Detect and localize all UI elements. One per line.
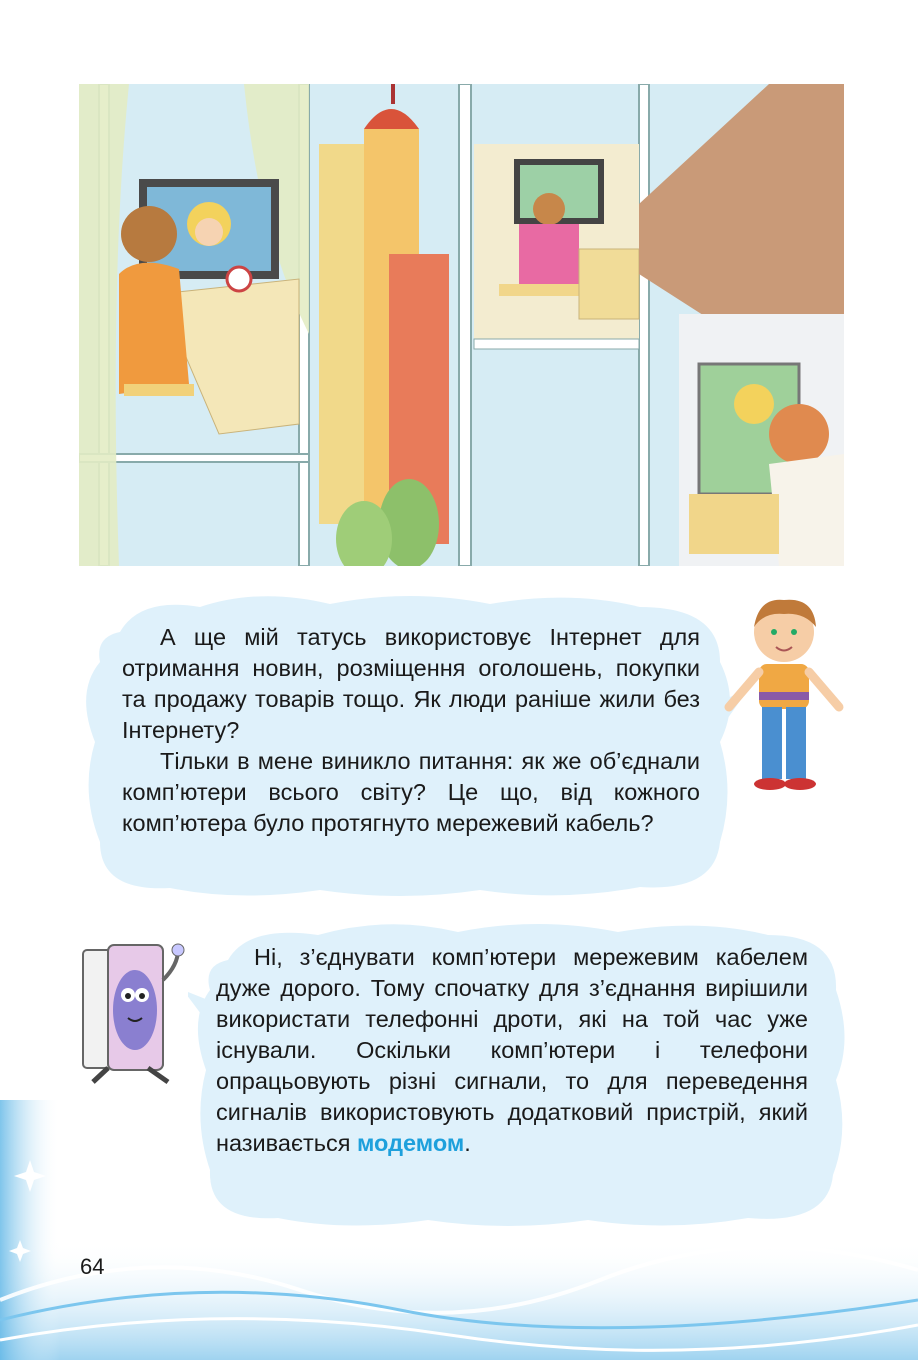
speech1-text	[122, 622, 700, 839]
speech1-paragraph-1: А ще мій татусь використовує Інтернет для отримання новин, розміщення оголошень, покупки та продажу товарів тощо. Як люди раніше жили без Інтернету?	[122, 624, 700, 743]
computer-character-icon	[78, 940, 188, 1085]
illustration-video-call	[79, 84, 844, 566]
page-number: 64	[80, 1254, 105, 1279]
speech-bubble-boy	[80, 592, 740, 902]
bottom-wave-decoration	[0, 1100, 918, 1360]
speech2-end: .	[464, 1130, 471, 1156]
term-modem: модемом	[356, 1130, 465, 1156]
speech2-body: Ні, з’єднувати комп’ютери мережевим кабелем дуже дорого. Тому спочатку для з’єднання вирішили використати телефонні дроти, які на той час уже існували. Оскільки комп’ютери і телефони опрацьовують різні сигнали, то для переведення сигналів використовують додатковий пристрій, який називається	[216, 944, 808, 1156]
speech1-paragraph-2: Тільки в мене виникло питання: як же об’єднали комп’ютери всього світу? Це що, від кожного комп’ютера було протягнуто мережевий кабель?	[122, 748, 700, 836]
boy-character-icon	[714, 592, 854, 792]
